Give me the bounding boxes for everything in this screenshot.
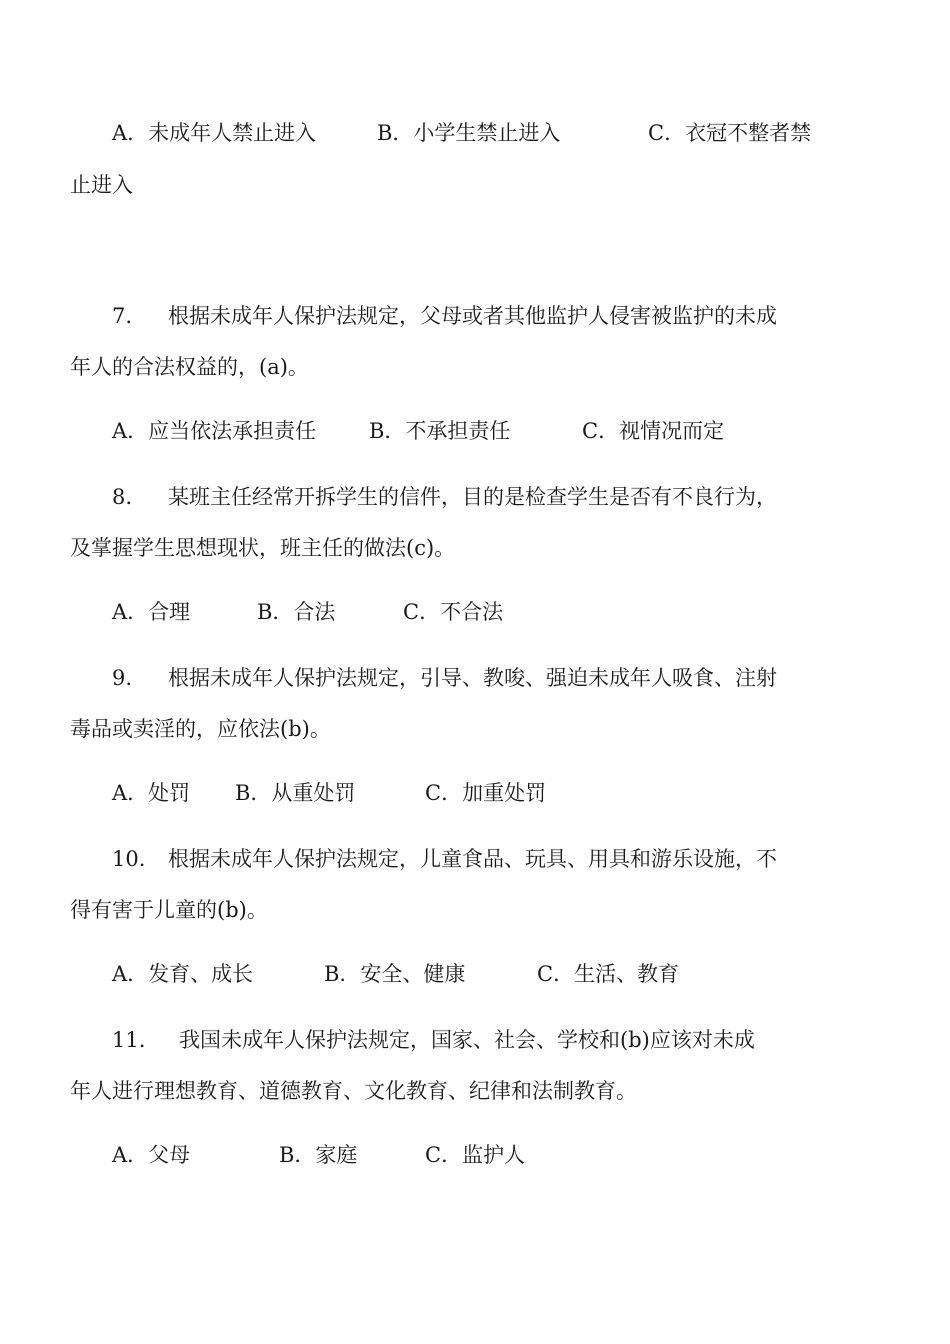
option-a: A．发育、成长 [112,962,254,986]
question-number: 7. [112,304,133,328]
question-number: 11. [112,1028,146,1052]
question-text-line-2: 年人进行理想教育、道德教育、文化教育、纪律和法制教育。 [70,1079,637,1103]
question-text-line-1: 根据未成年人保护法规定，儿童食品、玩具、用具和游乐设施，不 [168,847,777,871]
option-b: B．从重处罚 [235,781,356,805]
option-b: B．安全、健康 [324,962,466,986]
question-text-line-1: 我国未成年人保护法规定，国家、社会、学校和(b)应该对未成 [179,1028,755,1052]
option-c-continued: 止进入 [70,173,133,197]
option-c: C．加重处罚 [425,781,547,805]
option-b: B．不承担责任 [369,419,511,443]
option-c: C．衣冠不整者禁 [648,121,812,145]
option-b: B．合法 [257,600,336,624]
question-text-line-1: 根据未成年人保护法规定，父母或者其他监护人侵害被监护的未成 [168,304,777,328]
question-text-line-1: 根据未成年人保护法规定，引导、教唆、强迫未成年人吸食、注射 [168,666,777,690]
question-text-line-2: 年人的合法权益的，(a)。 [70,355,309,379]
question-number: 10. [112,847,146,871]
question-text-line-1: 某班主任经常开拆学生的信件，目的是检查学生是否有不良行为， [168,485,777,509]
option-a: A．处罚 [112,781,191,805]
option-b: B．家庭 [279,1143,358,1167]
option-c: C．视情况而定 [582,419,725,443]
option-c: C．生活、教育 [537,962,680,986]
option-a: A．父母 [112,1143,191,1167]
option-c: C．不合法 [403,600,504,624]
option-c: C．监护人 [425,1143,526,1167]
option-a: A．合理 [112,600,191,624]
option-a: A．未成年人禁止进入 [112,121,317,145]
question-text-line-2: 及掌握学生思想现状，班主任的做法(c)。 [70,536,456,560]
question-text-line-2: 得有害于儿童的(b)。 [70,898,268,922]
question-number: 9. [112,666,133,690]
option-a: A．应当依法承担责任 [112,419,317,443]
option-b: B．小学生禁止进入 [377,121,561,145]
question-text-line-2: 毒品或卖淫的，应依法(b)。 [70,717,331,741]
question-number: 8. [112,485,133,509]
